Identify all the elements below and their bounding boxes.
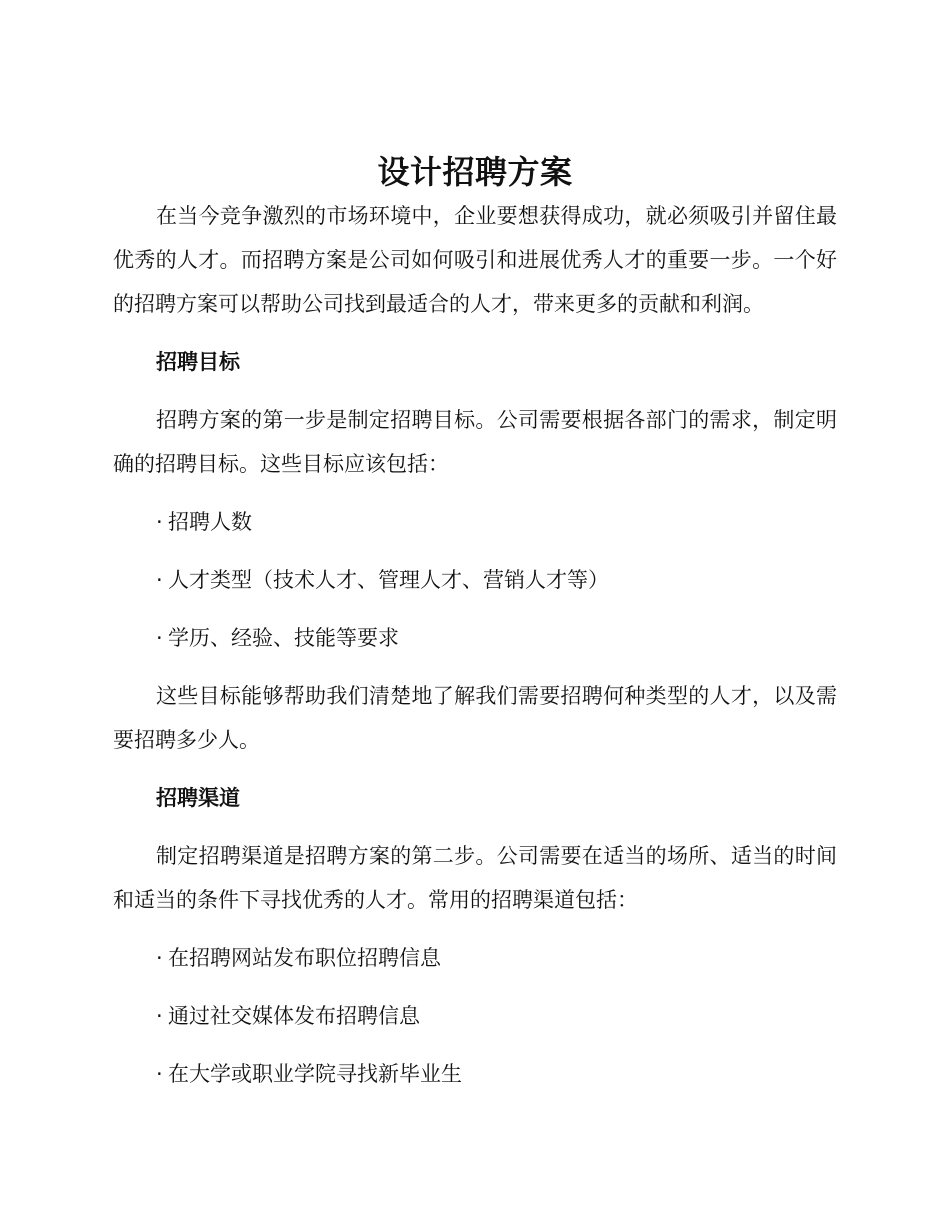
- bullet-list: [113, 500, 837, 660]
- bullet-list: [113, 936, 837, 1096]
- list-item: [113, 500, 837, 544]
- bullet-dot: ·: [156, 1062, 163, 1086]
- section-recruitment-goals: [113, 340, 837, 762]
- list-item: [113, 558, 837, 602]
- intro-paragraph: 在当今竞争激烈的市场环境中，企业要想获得成功，就必须吸引并留住最优秀的人才。而招聘方案是公司如何吸引和进展优秀人才的重要一步。一个好的招聘方案可以帮助公司找到最适合的人才，带来更多的贡献和利润。: [113, 204, 837, 316]
- list-item: [113, 616, 837, 660]
- bullet-dot: ·: [156, 946, 163, 970]
- list-item-text: 学历、经验、技能等要求: [168, 626, 399, 650]
- list-item-text: 在招聘网站发布职位招聘信息: [168, 946, 441, 970]
- bullet-dot: ·: [156, 568, 163, 592]
- list-item: [113, 1052, 837, 1096]
- list-item-text: 在大学或职业学院寻找新毕业生: [168, 1062, 462, 1086]
- document-title: 设计招聘方案: [377, 153, 573, 191]
- bullet-dot: ·: [156, 626, 163, 650]
- bullet-dot: ·: [156, 510, 163, 534]
- list-item: [113, 936, 837, 980]
- section-heading: 招聘渠道: [156, 786, 240, 810]
- list-item-text: 招聘人数: [168, 510, 252, 534]
- list-item: [113, 994, 837, 1038]
- section-paragraph: 制定招聘渠道是招聘方案的第二步。公司需要在适当的场所、适当的时间和适当的条件下寻找优秀的人才。常用的招聘渠道包括：: [113, 844, 837, 912]
- list-item-text: 通过社交媒体发布招聘信息: [168, 1004, 420, 1028]
- list-item-text: 人才类型（技术人才、管理人才、营销人才等）: [168, 568, 609, 592]
- section-heading: 招聘目标: [156, 350, 240, 374]
- section-paragraph: 招聘方案的第一步是制定招聘目标。公司需要根据各部门的需求，制定明确的招聘目标。这些目标应该包括：: [113, 408, 837, 476]
- bullet-dot: ·: [156, 1004, 163, 1028]
- section-recruitment-channels: [113, 776, 837, 1096]
- section-closing-paragraph: 这些目标能够帮助我们清楚地了解我们需要招聘何种类型的人才，以及需要招聘多少人。: [113, 684, 837, 752]
